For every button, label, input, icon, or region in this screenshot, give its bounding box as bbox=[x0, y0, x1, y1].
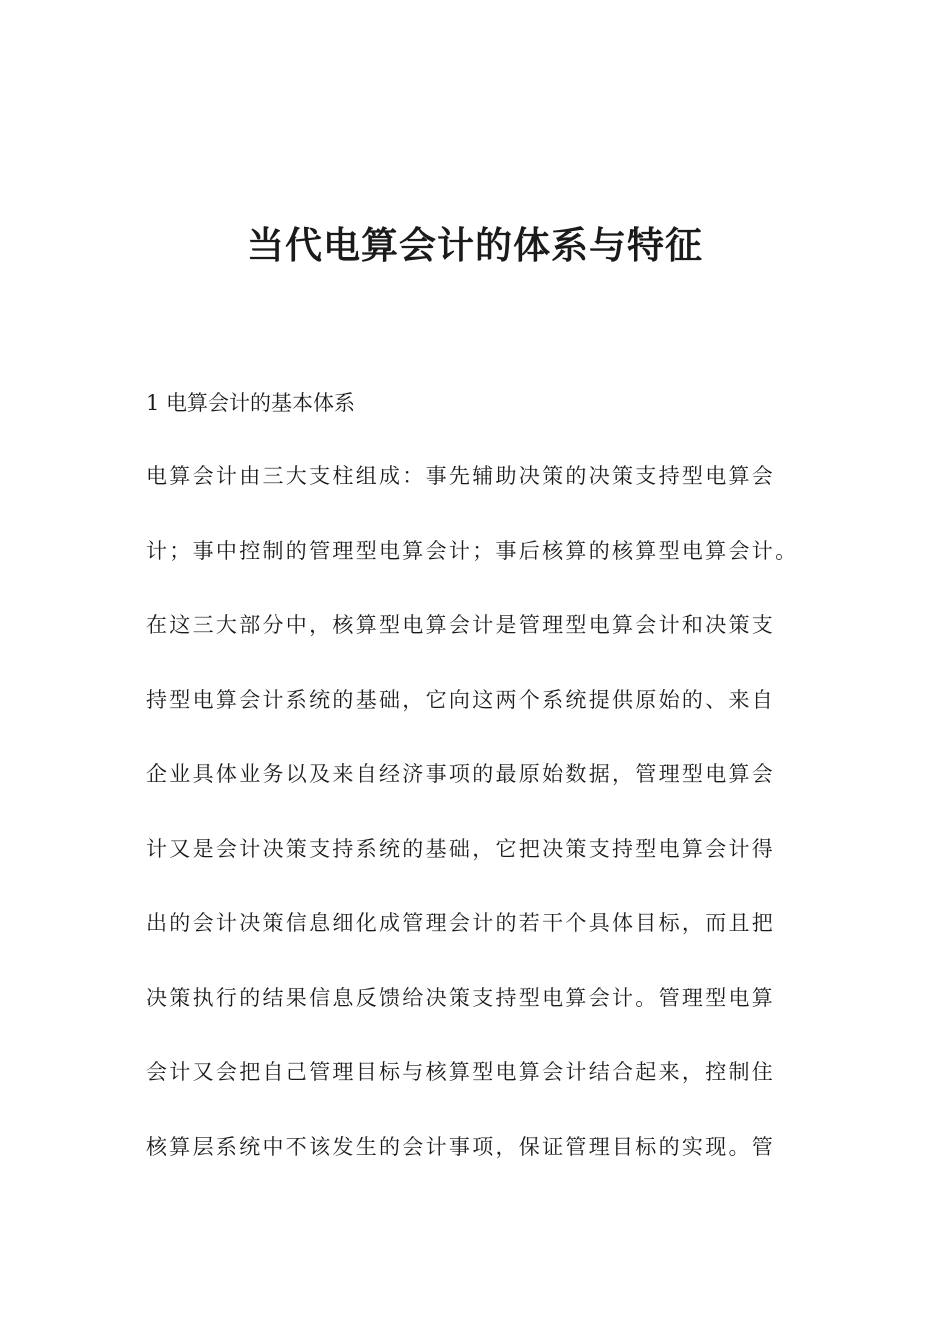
section-heading: 1 电算会计的基本体系 bbox=[146, 391, 356, 415]
paragraph-line: 计又是会计决策支持系统的基础，它把决策支持型电算会计得 bbox=[146, 836, 776, 861]
document-body bbox=[146, 386, 812, 1204]
paragraph-line: 出的会计决策信息细化成管理会计的若干个具体目标，而且把 bbox=[146, 911, 776, 935]
document-title: 当代电算会计的体系与特征 bbox=[247, 224, 703, 267]
paragraph-line: 会计又会把自己管理目标与核算型电算会计结合起来，控制住 bbox=[146, 1060, 776, 1084]
paragraph-line: 持型电算会计系统的基础，它向这两个系统提供原始的、来自 bbox=[146, 687, 776, 712]
paragraph-line: 计；事中控制的管理型电算会计；事后核算的核算型电算会计。 bbox=[146, 538, 799, 563]
paragraph-line: 核算层系统中不该发生的会计事项，保证管理目标的实现。管 bbox=[146, 1134, 776, 1159]
paragraph-line: 电算会计由三大支柱组成：事先辅助决策的决策支持型电算会 bbox=[146, 464, 776, 488]
paragraph-line: 决策执行的结果信息反馈给决策支持型电算会计。管理型电算 bbox=[146, 985, 776, 1010]
paragraph-line: 企业具体业务以及来自经济事项的最原始数据，管理型电算会 bbox=[146, 762, 776, 786]
paragraph-line: 在这三大部分中，核算型电算会计是管理型电算会计和决策支 bbox=[146, 613, 776, 637]
